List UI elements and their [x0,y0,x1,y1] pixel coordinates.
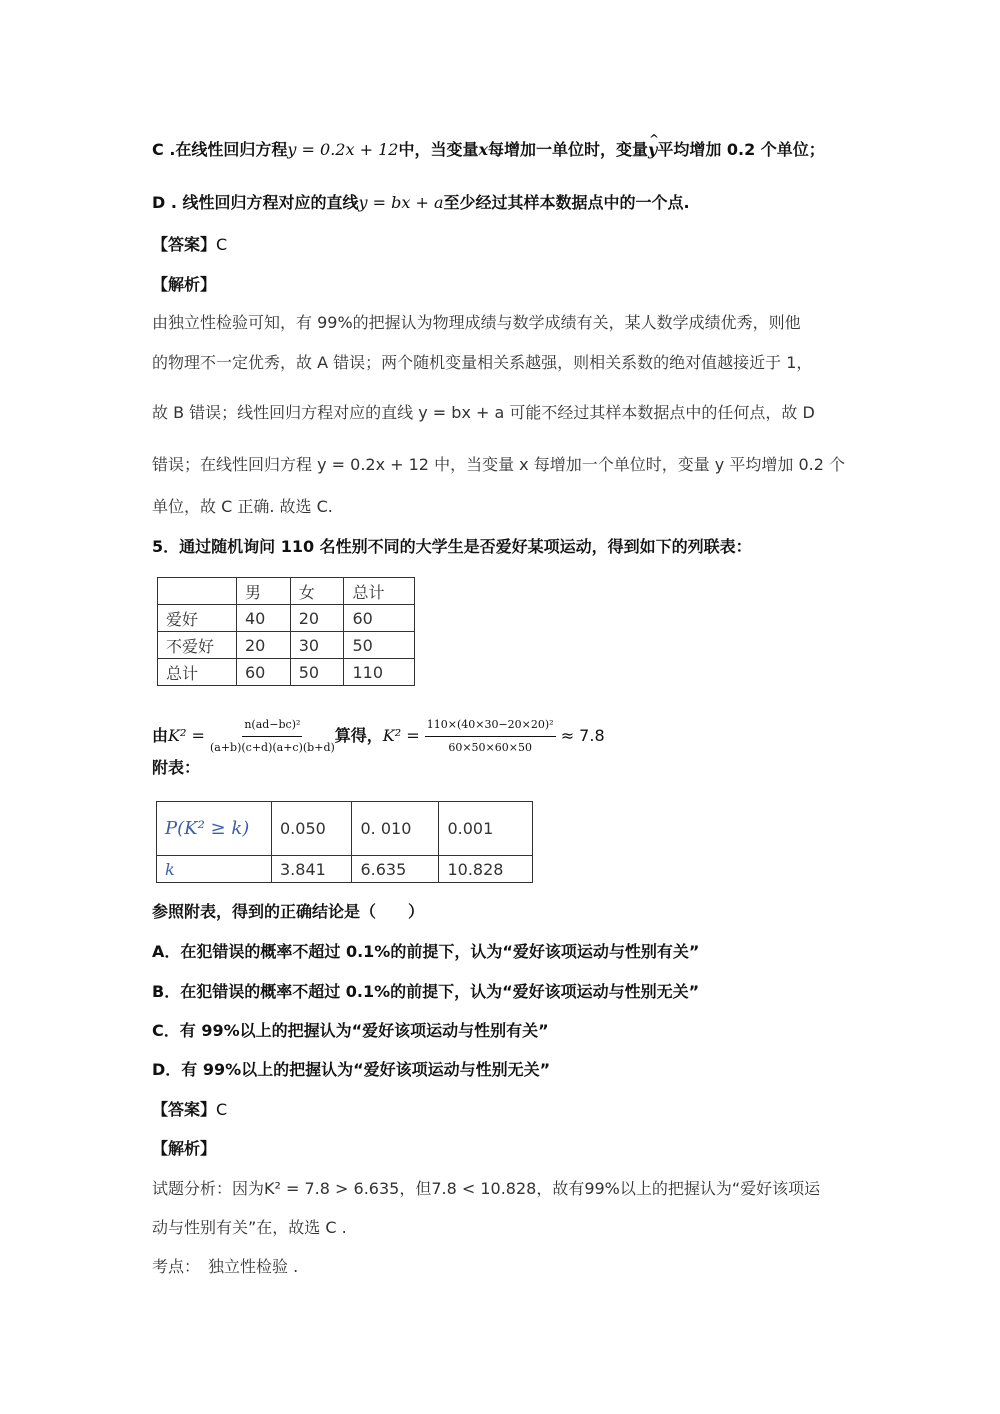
analysis-line: 动与性别有关”在，故选 C . [152,1218,347,1237]
kaodian: 考点： 独立性检验 . [152,1257,299,1276]
option-c: C .在线性回归方程y = 0.2x + 12中，当变量x每增加一单位时，变量^ y平均增加 0.2 个单位； [152,140,825,160]
analysis-line: 故 B 错误；线性回归方程对应的直线 y = bx + a 可能不经过其样本数据点中的任何点，故 D [152,403,815,422]
question-prompt: 参照附表，得到的正确结论是（ ） [152,902,425,921]
answer: 【答案】C [152,235,228,254]
k2-formula: 由K² = $\frac{\text{n(ad−bc)²}}{(a+b)(c+d)(a+c)(b+d)}$ 算得，K² = $\frac{\text{110×(40×30−20×20)²}}{60\times 50\times 60\times 50}$ ≈ 7.8 [152,714,605,759]
option-d: D . 线性回归方程对应的直线y = bx + a至少经过其样本数据点中的一个点. [152,193,690,212]
option-d: D．有 99%以上的把握认为“爱好该项运动与性别无关” [152,1060,551,1079]
option-a: A．在犯错误的概率不超过 0.1%的前提下，认为“爱好该项运动与性别有关” [152,942,700,961]
analysis-label: 【解析】 [152,1139,217,1158]
contingency-table: 男 女 总计 爱好 40 20 60 不爱好 20 30 50 总计 60 50 110 [157,577,415,686]
question-5-stem: 5．通过随机询问 110 名性别不同的大学生是否爱好某项运动，得到如下的列联表： [152,537,752,556]
analysis-label: 【解析】 [152,275,217,294]
appendix-label: 附表： [152,758,201,777]
answer: 【答案】C [152,1100,228,1119]
appendix-table: P(K² ≥ k) 0.050 0. 010 0.001 k 3.841 6.635 10.828 [156,801,533,883]
option-c: C．有 99%以上的把握认为“爱好该项运动与性别有关” [152,1021,549,1040]
analysis-line: 的物理不一定优秀，故 A 错误；两个随机变量相关系越强，则相关系数的绝对值越接近于 1， [152,353,813,372]
analysis-line: 单位，故 C 正确. 故选 C. [152,497,333,516]
analysis-line: 试题分析：因为K² = 7.8 > 6.635，但7.8 < 10.828，故有99%以上的把握认为“爱好该项运 [152,1179,821,1198]
analysis-line: 错误；在线性回归方程 y = 0.2x + 12 中，当变量 x 每增加一个单位时，变量 y 平均增加 0.2 个 [152,455,845,474]
analysis-line: 由独立性检验可知，有 99%的把握认为物理成绩与数学成绩有关，某人数学成绩优秀，则他 [152,313,801,332]
option-b: B．在犯错误的概率不超过 0.1%的前提下，认为“爱好该项运动与性别无关” [152,982,700,1001]
